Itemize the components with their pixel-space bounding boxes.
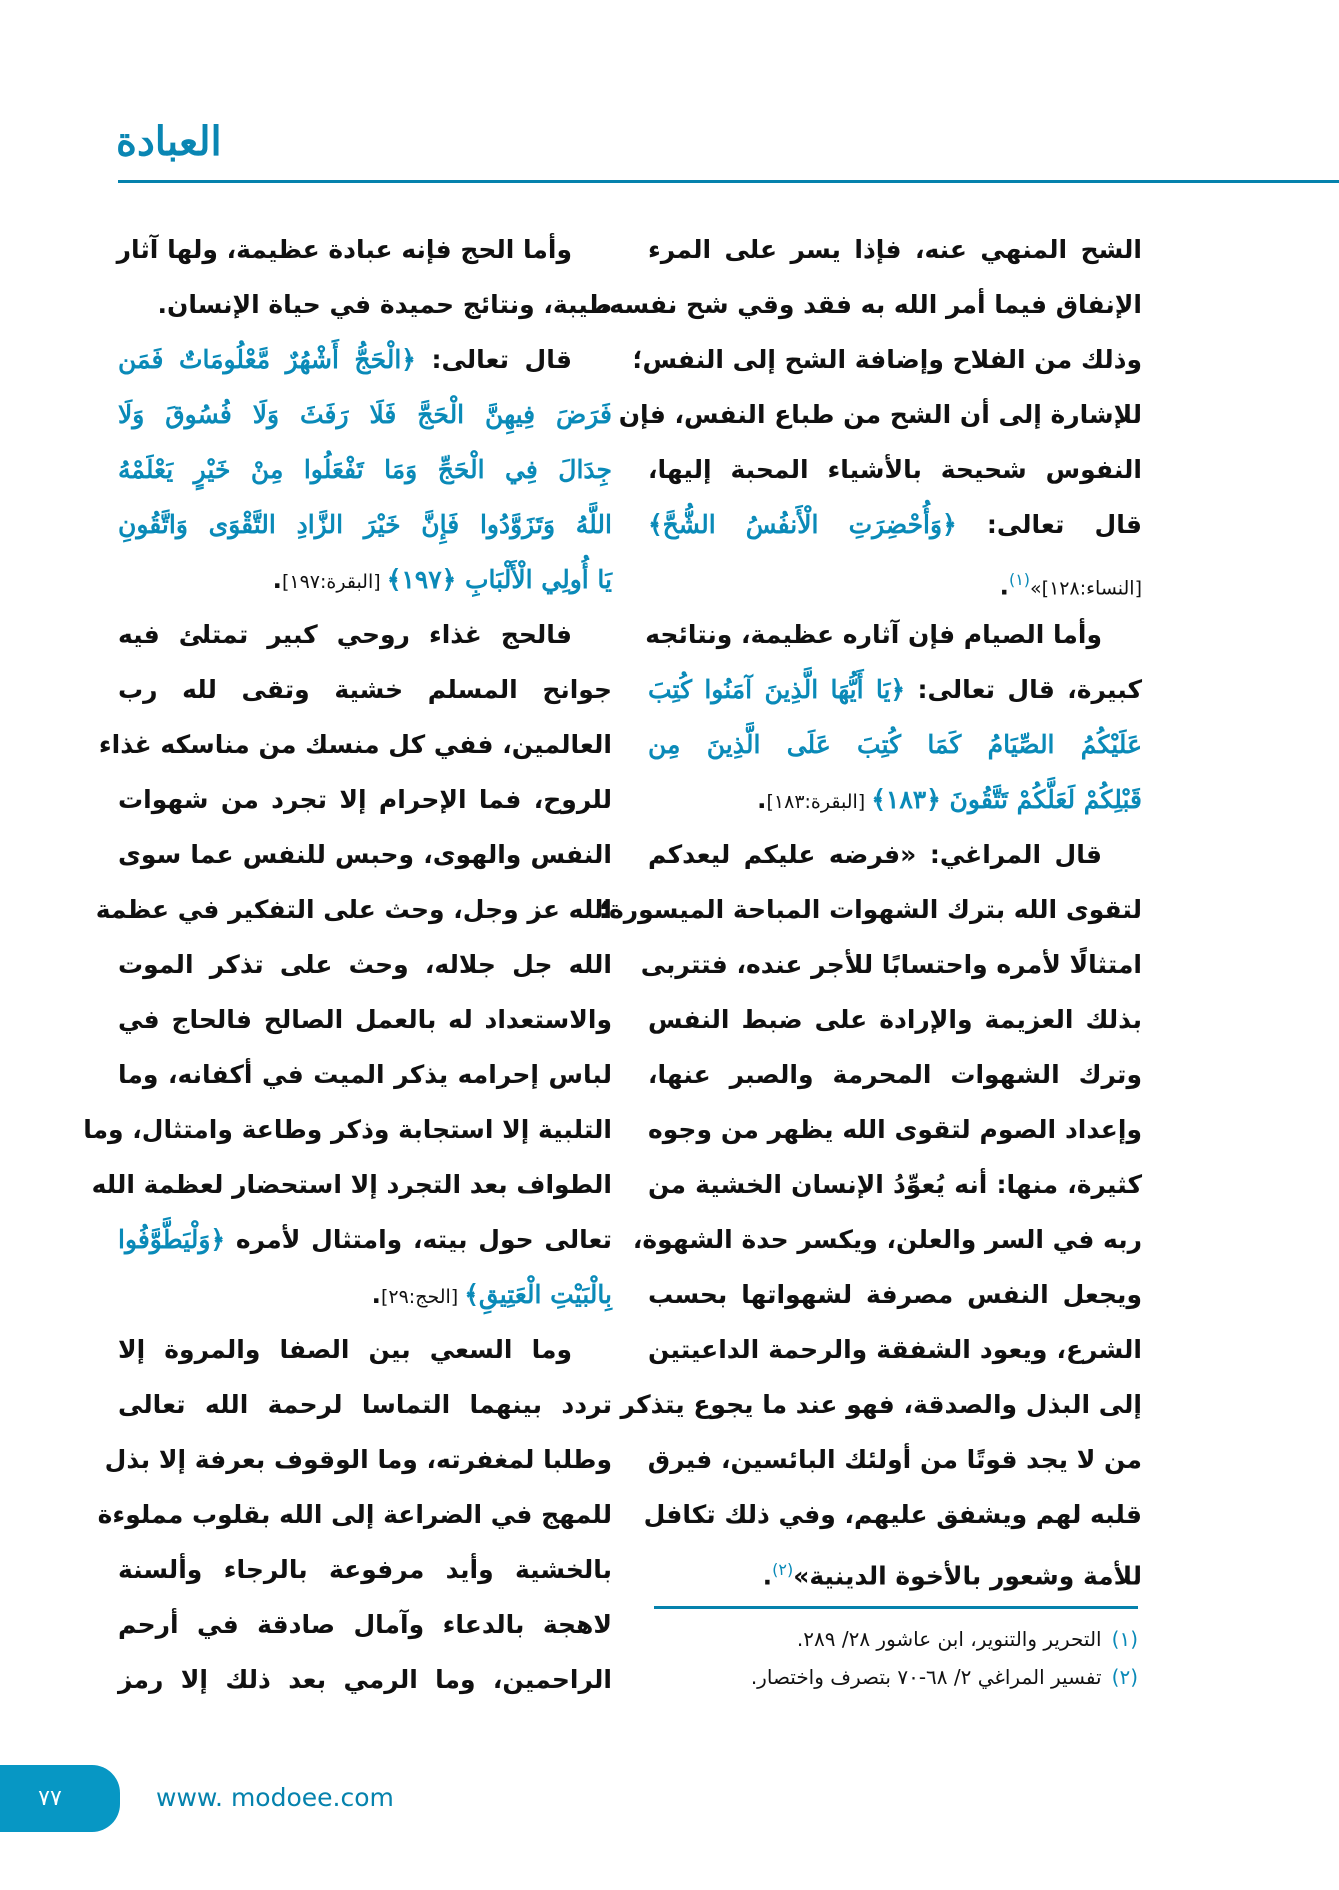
text-line [118,1322,612,1377]
text-line [618,387,1142,442]
text-line [97,1487,612,1542]
text-line [648,772,1142,827]
footnote-marker: (١) [1008,570,1031,589]
body-text: فالحج غذاء روحي كبير تمتلئ فيه [118,620,572,649]
quran-verse: بِالْبَيْتِ الْعَتِيقِ﴾ [464,1280,612,1309]
text-line [632,1212,1142,1267]
quran-verse: فَرَضَ فِيهِنَّ الْحَجَّ فَلَا رَفَثَ وَلَا فُسُوقَ وَلَا [118,400,612,429]
text-line [648,442,1142,497]
body-text: الشرع، ويعود الشفقة والرحمة الداعيتين [648,1335,1142,1364]
body-text: قال تعالى: [415,345,572,374]
text-line [648,497,1142,552]
text-line [648,717,1142,772]
verse-reference: [الحج:٢٩] [380,1286,465,1308]
quran-verse: يَا أُولِي الْأَلْبَابِ ﴿١٩٧﴾ [386,565,612,594]
body-text: للأمة وشعور بالأخوة الدينية» [793,1561,1142,1591]
text-line [118,1597,612,1652]
text-line [118,1542,612,1597]
text-line [118,772,612,827]
text-line [118,497,612,552]
body-text: تردد بينهما التماسا لرحمة الله تعالى [118,1390,612,1419]
body-text: كثيرة، منها: أنه يُعوِّدُ الإنسان الخشية من [648,1170,1142,1199]
quran-verse: اللَّهُ وَتَزَوَّدُوا فَإِنَّ خَيْرَ الزَّادِ التَّقْوَى وَاتَّقُونِ [118,510,612,539]
footnote [654,1620,1138,1658]
body-text: قلبه لهم ويشفق عليهم، وفي ذلك تكافل [643,1500,1142,1529]
text-line [98,717,612,772]
left-text-column [83,222,612,1707]
body-text: وأما الصيام فإن آثاره عظيمة، ونتائجه [645,620,1102,649]
text-line [640,937,1142,992]
body-text: . [999,571,1009,601]
text-line [83,1102,612,1157]
footnote-marker: (٢) [772,1560,794,1579]
text-line [95,882,612,937]
body-text: العالمين، ففي كل منسك من مناسكه غذاء [98,730,612,759]
text-line [118,1212,612,1267]
body-text: قال تعالى: [956,510,1143,539]
body-text: ويجعل النفس مصرفة لشهواتها بحسب [648,1280,1142,1309]
body-text: وذلك من الفلاح وإضافة الشح إلى النفس؛ [632,345,1142,374]
body-text: كبيرة، قال تعالى: [905,675,1142,704]
body-text: . [371,1280,381,1309]
text-line [118,607,612,662]
body-text: تعالى حول بيته، وامتثال لأمره [225,1225,612,1254]
text-line [648,662,1142,717]
website-link[interactable]: www. modoee.com [156,1783,394,1812]
body-text: طيبة، ونتائج حميدة في حياة الإنسان. [157,290,612,319]
body-text: بالخشية وأيد مرفوعة بالرجاء وألسنة [118,1555,612,1584]
quran-verse: ﴿وَلْيَطَّوَّفُوا [118,1225,226,1254]
body-text: قال المراغي: «فرضه عليكم ليعدكم [648,840,1102,869]
text-line [118,277,612,332]
text-line [118,442,612,497]
text-line [648,1542,1142,1597]
body-text: لباس إحرامه يذكر الميت في أكفانه، وما [118,1060,612,1089]
text-line [648,222,1142,277]
body-text: . [272,565,282,594]
body-text: للروح، فما الإحرام إلا تجرد من شهوات [118,785,612,814]
body-text: وترك الشهوات المحرمة والصبر عنها، [648,1060,1142,1089]
text-line [632,332,1142,387]
text-line [648,1322,1142,1377]
footnote-text: التحرير والتنوير، ابن عاشور ٢٨/ ٢٨٩. [796,1627,1102,1651]
text-line [118,992,612,1047]
text-line [118,827,612,882]
body-text: الله جل جلاله، وحث على تذكر الموت [118,950,612,979]
quran-verse: جِدَالَ فِي الْحَجِّ وَمَا تَفْعَلُوا مِنْ خَيْرٍ يَعْلَمْهُ [118,455,612,484]
footnote-text: تفسير المراغي ٢/ ٦٨-٧٠ بتصرف واختصار. [750,1665,1102,1689]
verse-reference: [النساء:١٢٨]» [1030,577,1142,600]
text-line [118,222,612,277]
text-line [599,277,1142,332]
verse-reference: [البقرة:١٨٣] [766,791,872,813]
right-text-column [598,222,1143,1597]
text-line [648,1432,1142,1487]
text-line [645,607,1142,662]
body-text: وما السعي بين الصفا والمروة إلا [118,1335,572,1364]
verse-reference: [البقرة:١٩٧] [281,571,387,593]
quran-verse: ﴿يَا أَيُّهَا الَّذِينَ آمَنُوا كُتِبَ [648,675,906,704]
body-text: من لا يجد قوتًا من أولئك البائسين، فيرق [647,1445,1142,1474]
text-line [118,1377,612,1432]
body-text: امتثالًا لأمره واحتسابًا للأجر عنده، فتتربى [640,950,1142,979]
text-line [118,1652,612,1707]
text-line [598,882,1142,937]
text-line [118,332,612,387]
header-rule [118,180,1339,183]
text-line [648,1047,1142,1102]
quran-verse: ﴿الْحَجُّ أَشْهُرٌ مَّعْلُومَاتٌ فَمَن [118,345,416,374]
text-line [643,1487,1142,1542]
body-text: إلى البذل والصدقة، فهو عند ما يجوع يتذكر [620,1390,1142,1419]
quran-verse: قَبْلِكُمْ لَعَلَّكُمْ تَتَّقُونَ ﴿١٨٣﴾ [871,785,1142,814]
text-line [648,552,1142,607]
body-text: الطواف بعد التجرد إلا استحضار لعظمة الله [91,1170,612,1199]
section-title: العبادة [116,118,222,165]
text-line [620,1377,1142,1432]
footnote-number: (١) [1111,1627,1138,1651]
text-line [648,1267,1142,1322]
footnote-number: (٢) [1111,1665,1138,1689]
text-line [118,1047,612,1102]
text-line [648,827,1142,882]
body-text: للمهج في الضراعة إلى الله بقلوب مملوءة [97,1500,612,1529]
text-line [118,662,612,717]
body-text: النفوس شحيحة بالأشياء المحبة إليها، [648,455,1142,484]
page-number-badge [0,1765,120,1832]
body-text: وطلبا لمغفرته، وما الوقوف بعرفة إلا بذل [104,1445,612,1474]
body-text: وإعداد الصوم لتقوى الله يظهر من وجوه [648,1115,1142,1144]
body-text: بذلك العزيمة والإرادة على ضبط النفس [648,1005,1142,1034]
text-line [648,1102,1142,1157]
body-text: الله عز وجل، وحث على التفكير في عظمة [95,895,612,924]
body-text: الراحمين، وما الرمي بعد ذلك إلا رمز [118,1665,612,1694]
body-text: التلبية إلا استجابة وذكر وطاعة وامتثال، وما [83,1115,612,1144]
text-line [648,992,1142,1047]
body-text: الشح المنهي عنه، فإذا يسر على المرء [648,235,1142,264]
body-text: جوانح المسلم خشية وتقى لله رب [118,675,612,704]
body-text: لتقوى الله بترك الشهوات المباحة الميسورة؛ [598,895,1142,924]
body-text: ربه في السر والعلن، ويكسر حدة الشهوة، [632,1225,1142,1254]
footnote [654,1658,1138,1696]
body-text: وأما الحج فإنه عبادة عظيمة، ولها آثار [116,235,572,264]
text-line [118,937,612,992]
quran-verse: ﴿وَأُحْضِرَتِ الْأَنفُسُ الشُّحَّ﴾ [648,510,957,539]
body-text: لاهجة بالدعاء وآمال صادقة في أرحم [118,1610,612,1639]
body-text: . [762,1561,773,1591]
body-text: النفس والهوى، وحبس للنفس عما سوى [118,840,612,869]
text-line [118,552,612,607]
body-text: والاستعداد له بالعمل الصالح فالحاج في [118,1005,612,1034]
footnote-separator [654,1606,1138,1609]
text-line [104,1432,612,1487]
page-number: ٧٧ [38,1786,62,1811]
text-line [118,387,612,442]
text-line [118,1267,612,1322]
body-text: الإنفاق فيما أمر الله به فقد وقي شح نفسه، [599,290,1142,319]
body-text: للإشارة إلى أن الشح من طباع النفس، فإن [618,400,1142,429]
text-line [91,1157,612,1212]
text-line [648,1157,1142,1212]
footnotes [654,1620,1138,1696]
quran-verse: عَلَيْكُمُ الصِّيَامُ كَمَا كُتِبَ عَلَى الَّذِينَ مِن [648,730,1142,759]
body-text: . [756,785,767,814]
